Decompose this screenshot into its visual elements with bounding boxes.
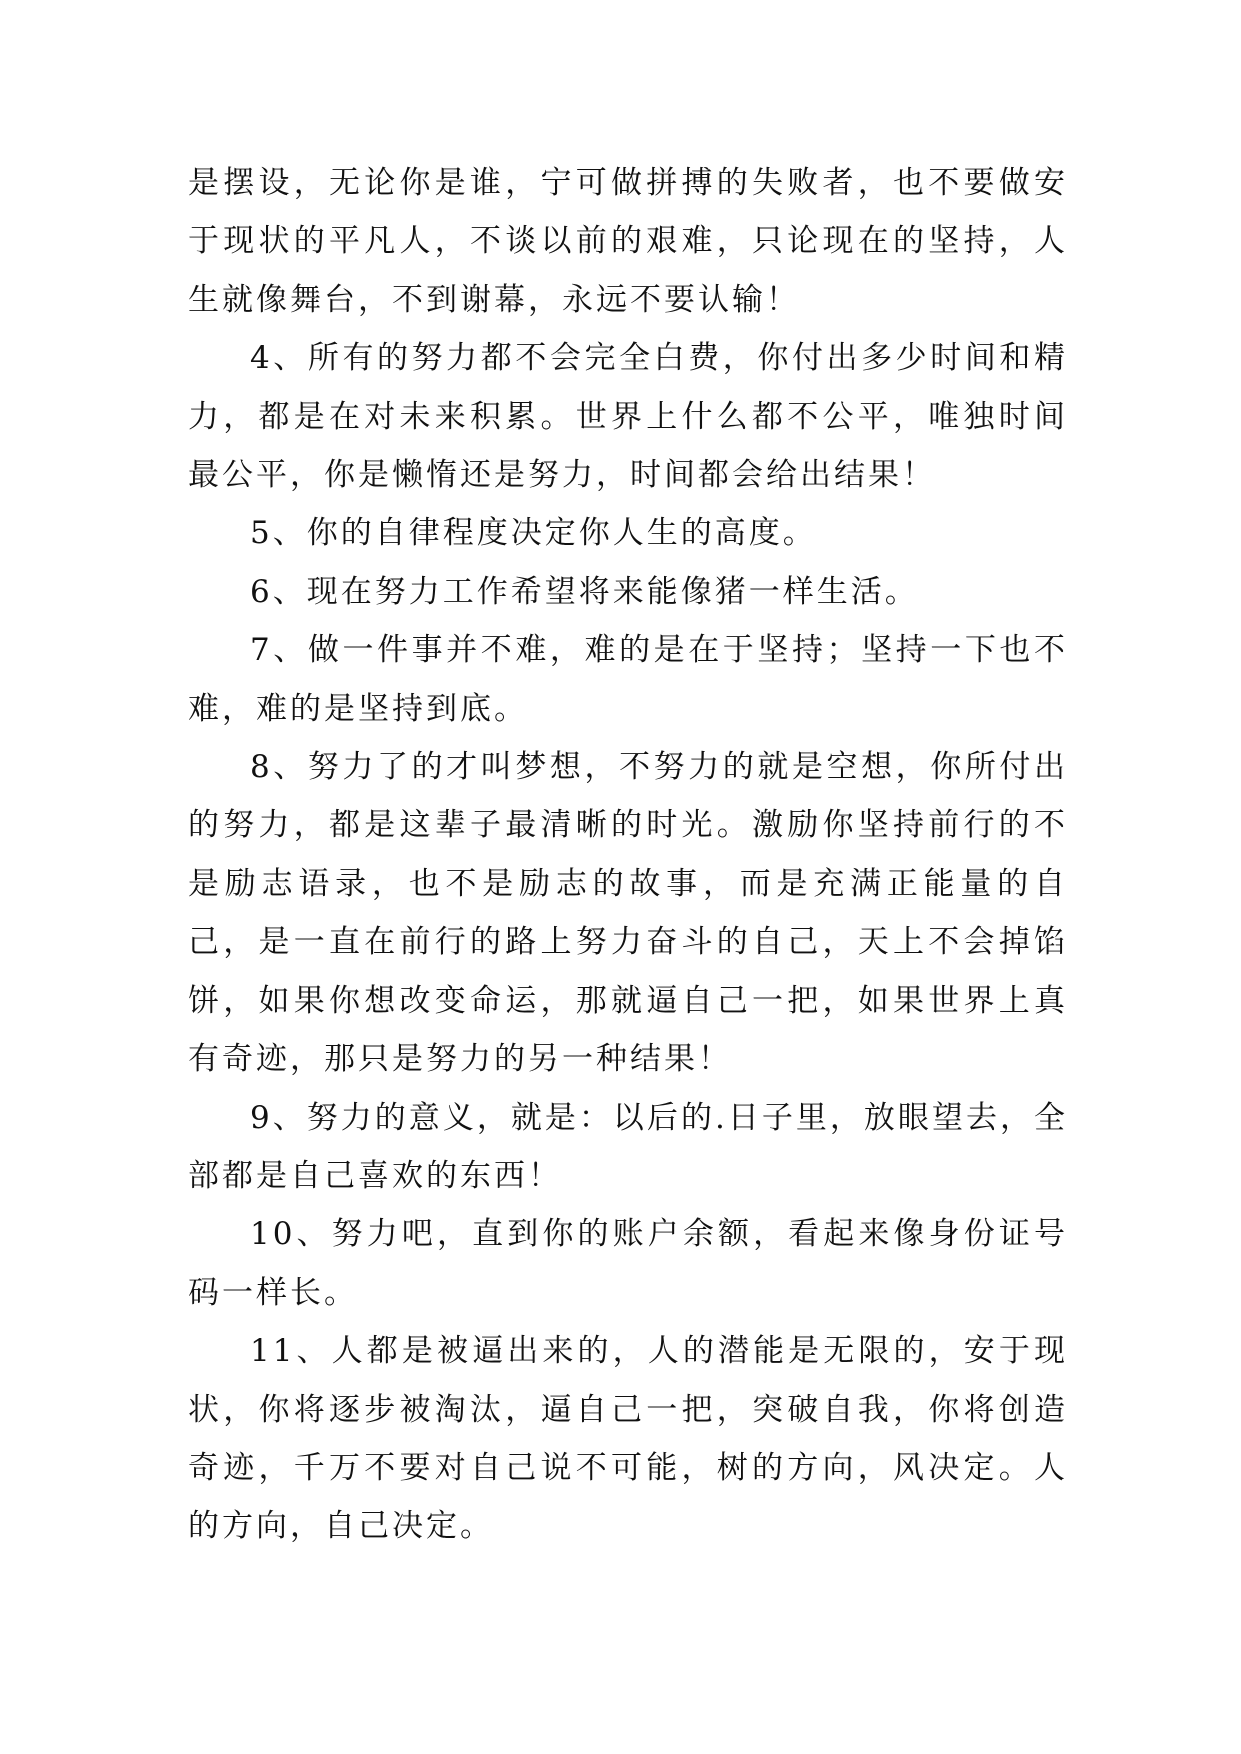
paragraph-continuation: 是摆设，无论你是谁，宁可做拼搏的失败者，也不要做安于现状的平凡人，不谈以前的艰难，只论现在的坚持，人生就像舞台，不到谢幕，永远不要认输！ xyxy=(188,165,1068,318)
paragraph-item-8: 8、努力了的才叫梦想，不努力的就是空想，你所付出的努力，都是这辈子最清晰的时光。激励你坚持前行的不是励志语录，也不是励志的故事，而是充满正能量的自己，是一直在前行的路上努力奋斗的自己，天上不会掉馅饼，如果你想改变命运，那就逼自己一把，如果世界上真有奇迹，那只是努力的另一种结果！ xyxy=(188,749,1068,1078)
document-body xyxy=(188,154,1068,1556)
paragraph-item-5: 5、你的自律程度决定你人生的高度。 xyxy=(250,515,817,552)
paragraph-item-9: 9、努力的意义，就是：以后的.日子里，放眼望去，全部都是自己喜欢的东西！ xyxy=(188,1099,1068,1194)
paragraph-item-7: 7、做一件事并不难，难的是在于坚持；坚持一下也不难，难的是坚持到底。 xyxy=(188,632,1068,727)
paragraph-item-10: 10、努力吧，直到你的账户余额，看起来像身份证号码一样长。 xyxy=(188,1216,1068,1311)
paragraph-item-6: 6、现在努力工作希望将来能像猪一样生活。 xyxy=(250,573,919,610)
paragraph-item-11: 11、人都是被逼出来的，人的潜能是无限的，安于现状，你将逐步被淘汰，逼自己一把，突破自我，你将创造奇迹，千万不要对自己说不可能，树的方向，风决定。人的方向，自己决定。 xyxy=(188,1333,1068,1545)
paragraph-item-4: 4、所有的努力都不会完全白费，你付出多少时间和精力，都是在对未来积累。世界上什么都不公平，唯独时间最公平，你是懒惰还是努力，时间都会给出结果！ xyxy=(188,340,1068,494)
